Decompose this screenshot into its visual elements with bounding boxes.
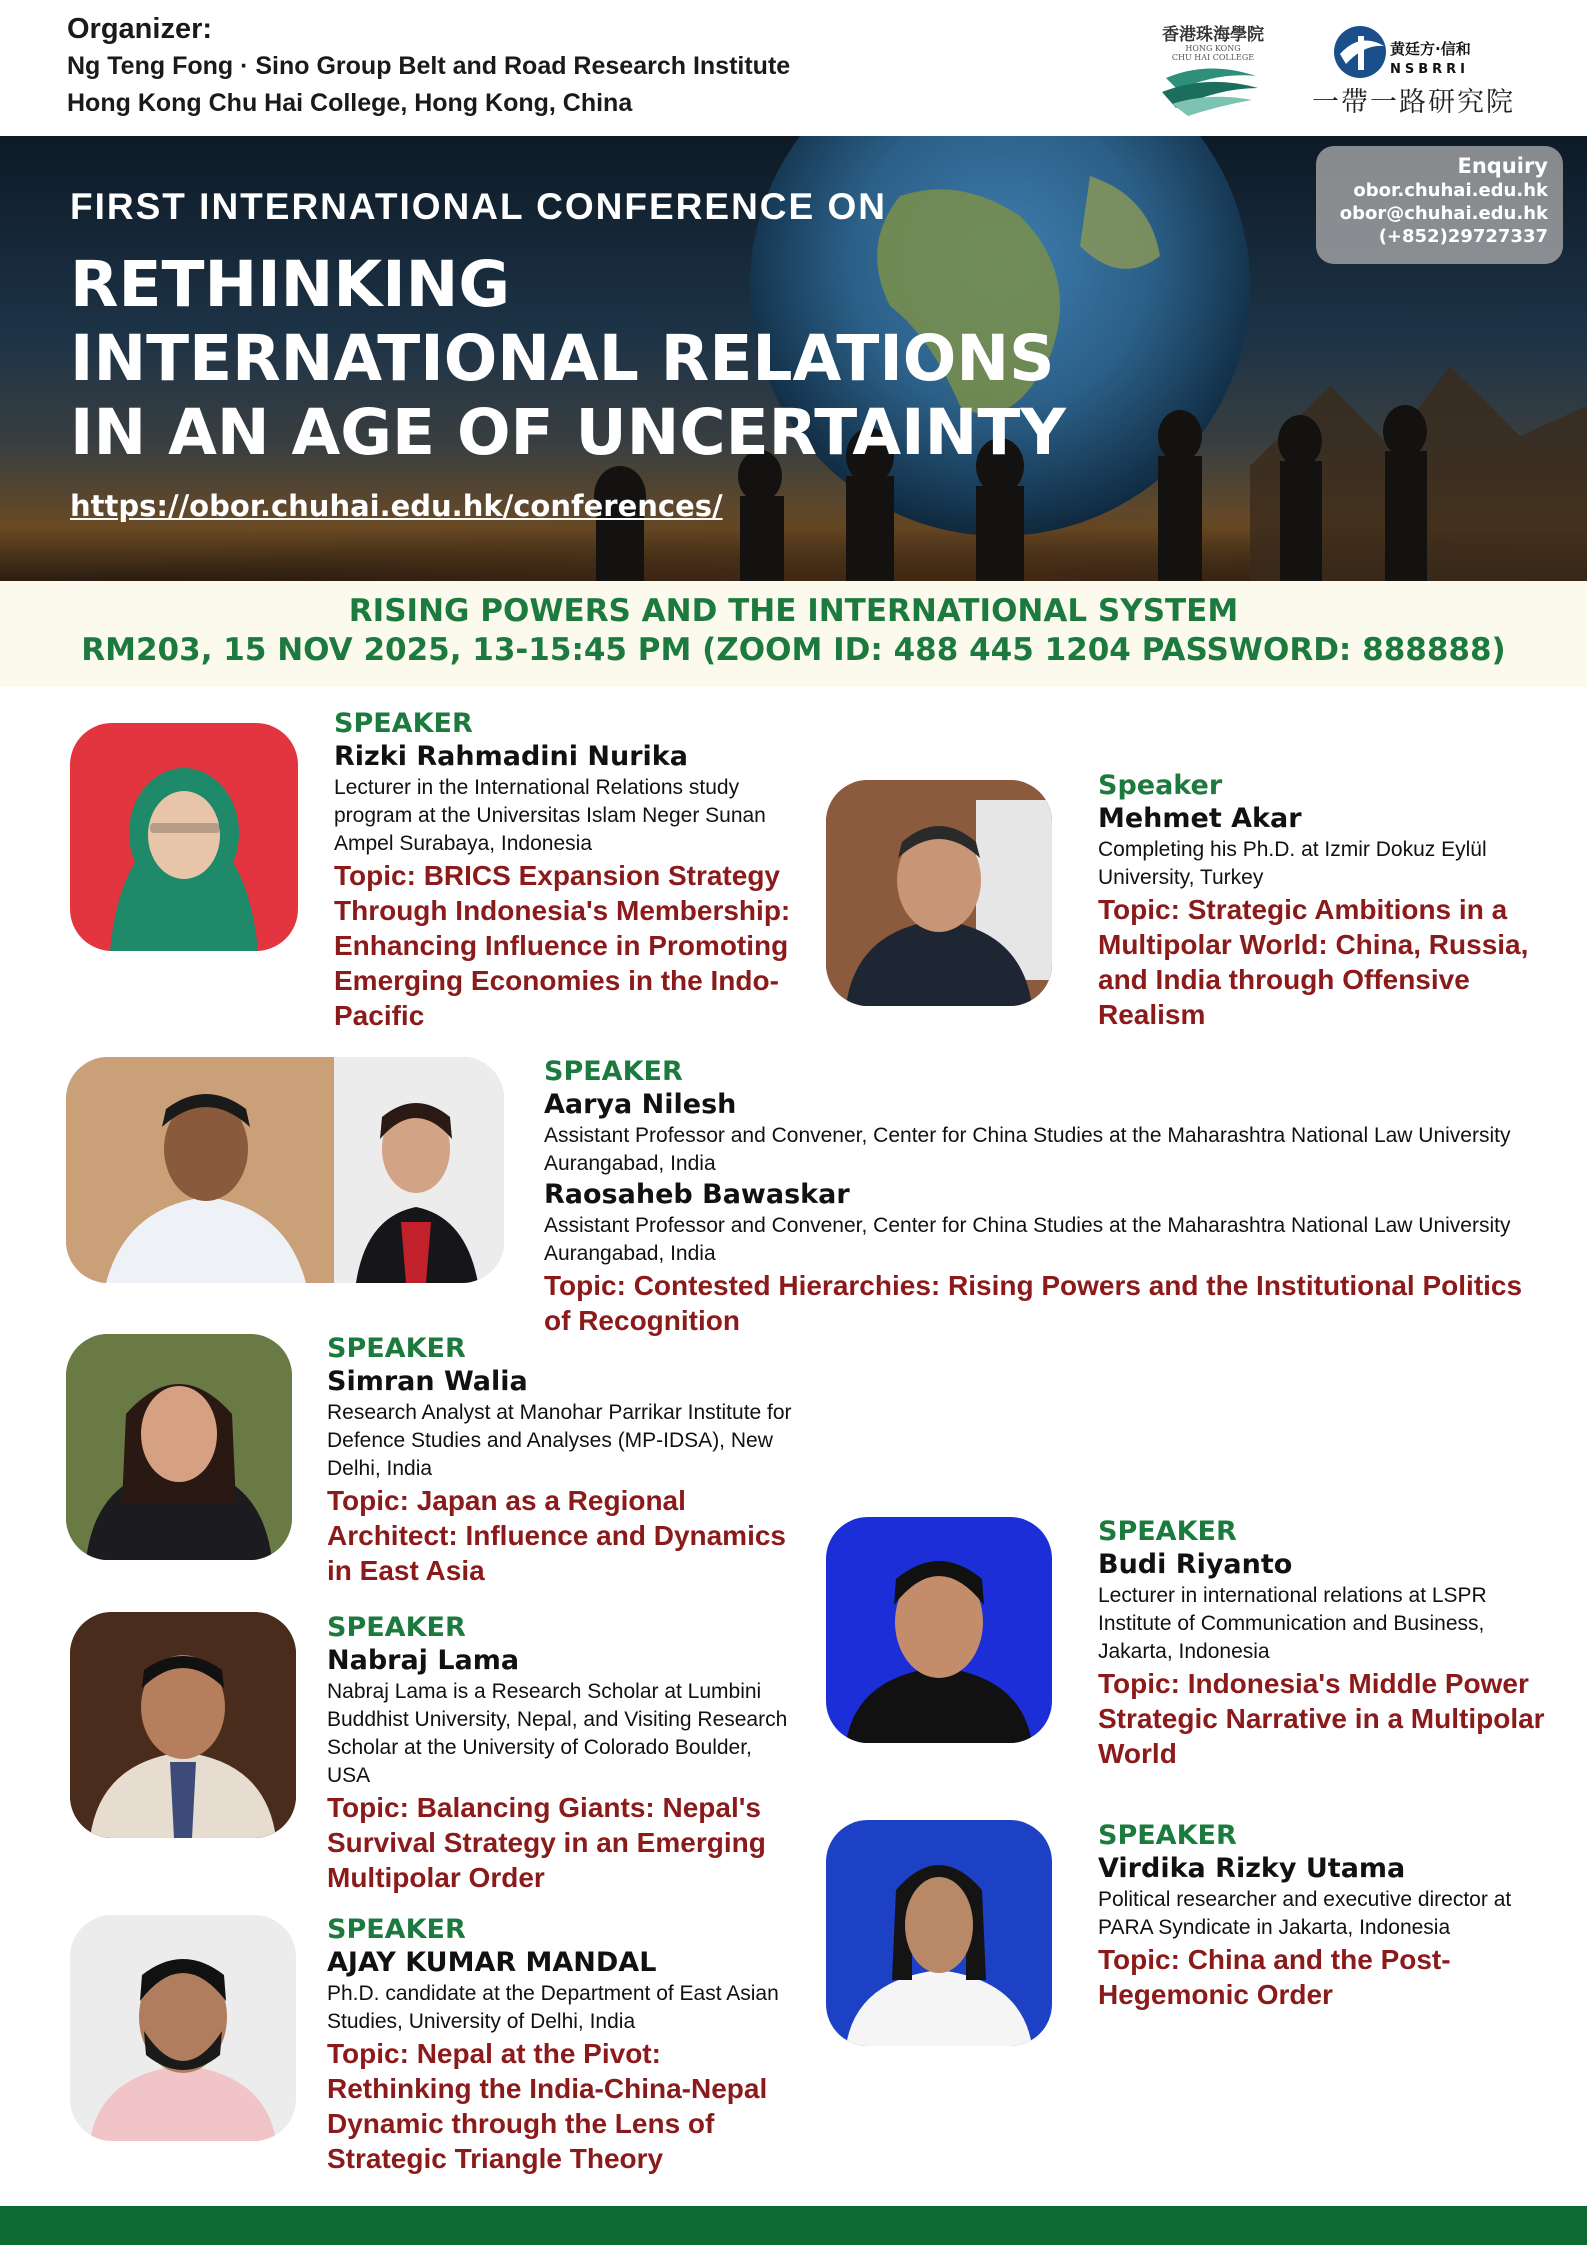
speaker-portrait-icon — [70, 1915, 296, 2141]
speaker-label: SPEAKER — [1098, 1820, 1237, 1851]
speaker-label: Speaker — [1098, 770, 1223, 801]
speaker-bio: Lecturer in international relations at LSPR Institute of Communication and Business, Jakarta, Indonesia — [1098, 1584, 1487, 1663]
organizer-block — [67, 10, 1067, 122]
chc-logo-chinese: 香港珠海學院 — [1162, 25, 1264, 45]
speaker-label: SPEAKER — [327, 1333, 466, 1364]
speaker-block-nabraj — [327, 1612, 797, 1895]
hero-kicker: FIRST INTERNATIONAL CONFERENCE ON — [70, 186, 887, 227]
speaker-portrait-icon — [70, 1612, 296, 1838]
speaker-photo-aarya-raosaheb — [66, 1057, 504, 1283]
speaker-photo-rizki — [70, 723, 298, 951]
speaker-topic: Topic: BRICS Expansion Strategy Through Indonesia's Membership: Enhancing Influence in Promoting Emerging Economies in the Indo-Pacific — [334, 860, 791, 1031]
enquiry-phone[interactable]: (+852)29727337 — [1378, 226, 1548, 247]
chc-wave-icon — [1148, 20, 1278, 120]
speaker-name: Budi Riyanto — [1098, 1549, 1293, 1580]
chc-logo-english-2: CHU HAI COLLEGE — [1171, 53, 1255, 62]
speaker-portrait-icon — [826, 1517, 1052, 1743]
enquiry-website[interactable]: obor.chuhai.edu.hk — [1353, 180, 1548, 201]
speaker-block-mehmet — [1098, 770, 1558, 1032]
session-title: RISING POWERS AND THE INTERNATIONAL SYSTEM — [348, 593, 1239, 629]
speaker-block-ajay — [327, 1914, 797, 2176]
speaker-portrait-icon — [70, 723, 298, 951]
speaker-photo-nabraj — [70, 1612, 296, 1838]
speaker-photo-virdika — [826, 1820, 1052, 2046]
speaker-portrait-icon — [826, 780, 1052, 1006]
speaker-block-rizki — [334, 708, 804, 1033]
speaker-bio: Political researcher and executive director at PARA Syndicate in Jakarta, Indonesia — [1098, 1888, 1512, 1939]
speaker-photo-budi — [826, 1517, 1052, 1743]
speaker-name-2: Raosaheb Bawaskar — [544, 1179, 850, 1210]
speaker-bio: Completing his Ph.D. at Izmir Dokuz Eylül University, Turkey — [1098, 838, 1487, 889]
speaker-topic: Topic: Nepal at the Pivot: Rethinking the India-China-Nepal Dynamic through the Lens of Strategic Triangle Theory — [327, 2038, 768, 2174]
chu-hai-college-logo — [1148, 20, 1278, 120]
hero-title-line-3: IN AN AGE OF UNCERTAINTY — [70, 396, 1066, 469]
speaker-bio: Nabraj Lama is a Research Scholar at Lumbini Buddhist University, Nepal, and Visiting Research Scholar at the University of Colorado Boulder, USA — [327, 1680, 788, 1787]
speaker-topic: Topic: Balancing Giants: Nepal's Survival Strategy in an Emerging Multipolar Order — [327, 1792, 766, 1893]
speaker-label: SPEAKER — [1098, 1516, 1237, 1547]
hero-title-line-2: INTERNATIONAL RELATIONS — [70, 322, 1055, 395]
chc-logo-english-1: HONG KONG — [1185, 44, 1241, 53]
session-details: RM203, 15 NOV 2025, 13-15:45 PM (ZOOM ID: 488 445 1204 PASSWORD: 888888) — [81, 632, 1506, 668]
speaker-block-simran — [327, 1333, 797, 1588]
nsbrri-logo-chinese-2: 一帶一路研究院 — [1312, 87, 1515, 118]
speaker-name: Simran Walia — [327, 1366, 528, 1397]
speaker-name: Nabraj Lama — [327, 1645, 520, 1676]
speaker-topic: Topic: Strategic Ambitions in a Multipolar World: China, Russia, and India through Offensive Realism — [1098, 894, 1529, 1030]
speaker-name: Rizki Rahmadini Nurika — [334, 741, 688, 772]
hero-title-line-1: RETHINKING — [70, 248, 511, 321]
speaker-topic: Topic: Indonesia's Middle Power Strategic Narrative in a Multipolar World — [1098, 1668, 1545, 1769]
speaker-block-virdika — [1098, 1820, 1563, 2012]
speaker-bio: Ph.D. candidate at the Department of East Asian Studies, University of Delhi, India — [327, 1982, 779, 2033]
speaker-portrait-icon — [66, 1057, 504, 1283]
speaker-name: Virdika Rizky Utama — [1098, 1853, 1406, 1884]
speaker-block-aarya-raosaheb — [544, 1056, 1554, 1338]
speaker-topic: Topic: Contested Hierarchies: Rising Powers and the Institutional Politics of Recognition — [544, 1270, 1523, 1336]
hero-banner — [0, 136, 1587, 581]
nsbrri-logo — [1310, 22, 1525, 118]
session-band — [0, 581, 1587, 687]
footer-bar — [0, 2206, 1587, 2245]
speaker-bio: Research Analyst at Manohar Parrikar Institute for Defence Studies and Analyses (MP-IDSA), New Delhi, India — [327, 1401, 792, 1480]
speaker-portrait-icon — [826, 1820, 1052, 2046]
speaker-photo-ajay — [70, 1915, 296, 2141]
enquiry-title: Enquiry — [1457, 154, 1548, 178]
speaker-name-1: Aarya Nilesh — [544, 1089, 737, 1120]
speaker-label: SPEAKER — [327, 1914, 466, 1945]
hero-title — [70, 248, 1066, 470]
speaker-block-budi — [1098, 1516, 1563, 1771]
speaker-label: SPEAKER — [334, 708, 473, 739]
enquiry-email[interactable]: obor@chuhai.edu.hk — [1339, 203, 1548, 224]
speaker-name: Mehmet Akar — [1098, 803, 1302, 834]
speaker-label: SPEAKER — [327, 1612, 466, 1643]
enquiry-box — [1316, 146, 1563, 264]
speaker-photo-mehmet — [826, 780, 1052, 1006]
conference-link[interactable]: https://obor.chuhai.edu.hk/conferences/ — [70, 489, 723, 523]
speaker-label: SPEAKER — [544, 1056, 683, 1087]
speaker-bio: Lecturer in the International Relations study program at the Universitas Islam Neger Sunan Ampel Surabaya, Indonesia — [334, 776, 766, 855]
organizer-label: Organizer: — [67, 13, 213, 45]
organizer-line-2: Hong Kong Chu Hai College, Hong Kong, China — [67, 89, 633, 117]
organizer-line-1: Ng Teng Fong · Sino Group Belt and Road Research Institute — [67, 52, 791, 80]
speaker-bio-2: Assistant Professor and Convener, Center for China Studies at the Maharashtra National Law University Aurangabad, India — [544, 1214, 1511, 1265]
speaker-name: AJAY KUMAR MANDAL — [327, 1947, 657, 1978]
speaker-photo-simran — [66, 1334, 292, 1560]
speaker-bio-1: Assistant Professor and Convener, Center for China Studies at the Maharashtra National Law University Aurangabad, India — [544, 1124, 1511, 1175]
speaker-portrait-icon — [66, 1334, 292, 1560]
speaker-topic: Topic: Japan as a Regional Architect: Influence and Dynamics in East Asia — [327, 1485, 787, 1586]
nsbrri-logo-chinese-1: 黄廷方·信和 — [1390, 40, 1471, 58]
speaker-topic: Topic: China and the Post-Hegemonic Order — [1098, 1944, 1451, 2010]
nsbrri-logo-english: NSBRRI — [1390, 62, 1470, 77]
